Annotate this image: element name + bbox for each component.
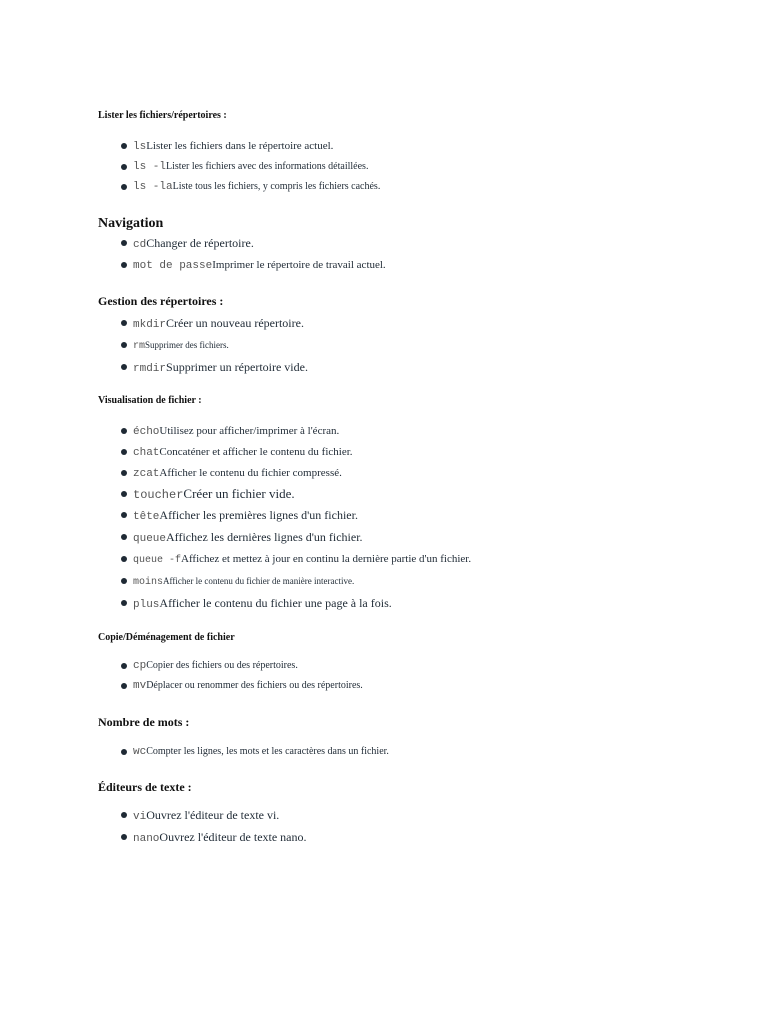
command-code: wc: [133, 746, 147, 758]
command-code: zcat: [133, 468, 160, 480]
bullet-icon: [121, 749, 127, 755]
bullet-icon: [121, 143, 127, 149]
list-item: [98, 421, 738, 442]
command-description: Créer un fichier vide.: [183, 486, 295, 501]
section-heading: Navigation: [98, 216, 164, 231]
command-code: plus: [133, 599, 160, 611]
command-code: chat: [133, 447, 160, 459]
command-code: ls -la: [133, 181, 173, 193]
command-code: mv: [133, 680, 147, 692]
bullet-icon: [121, 364, 127, 370]
command-code: vi: [133, 811, 147, 823]
list-item: [98, 656, 738, 676]
command-description: Affichez les dernières lignes d'un fichier.: [166, 530, 363, 544]
command-code: queue: [133, 533, 167, 545]
command-description: Afficher le contenu du fichier une page à la fois.: [159, 596, 392, 610]
command-code: nano: [133, 833, 160, 845]
list-item: [98, 676, 738, 696]
command-code: écho: [133, 426, 160, 438]
section-heading: Gestion des répertoires :: [98, 294, 224, 308]
list-item: [98, 805, 738, 827]
list-item: [98, 527, 738, 549]
command-description: Supprimer un répertoire vide.: [166, 360, 308, 374]
list-item: [98, 463, 738, 484]
command-list: [98, 805, 738, 849]
command-code: ls -l: [133, 161, 167, 173]
section-heading: Copie/Déménagement de fichier: [98, 632, 235, 643]
section-file-copy-move: [98, 631, 738, 696]
command-code: moins: [133, 577, 164, 588]
command-description: Lister les fichiers avec des informations détaillées.: [166, 161, 369, 172]
command-description: Ouvrez l'éditeur de texte vi.: [146, 808, 280, 822]
command-code: rmdir: [133, 363, 167, 375]
command-code: tête: [133, 511, 160, 523]
command-description: Changer de répertoire.: [146, 236, 254, 250]
bullet-icon: [121, 834, 127, 840]
command-list: [98, 421, 738, 615]
list-item: [98, 484, 738, 505]
command-code: cp: [133, 660, 147, 672]
bullet-icon: [121, 164, 127, 170]
list-item: [98, 442, 738, 463]
bullet-icon: [121, 184, 127, 190]
section-text-editors: [98, 779, 738, 849]
list-item: [98, 505, 738, 527]
list-item: [98, 593, 738, 615]
section-word-count: [98, 714, 738, 762]
command-description: Lister les fichiers dans le répertoire actuel.: [146, 140, 334, 152]
section-directory-management: [98, 293, 738, 379]
section-list-files: [98, 109, 738, 197]
bullet-icon: [121, 262, 127, 268]
list-item: [98, 255, 738, 276]
list-item: [98, 313, 738, 335]
bullet-icon: [121, 491, 127, 497]
section-heading: Nombre de mots :: [98, 715, 190, 729]
command-code: mkdir: [133, 319, 167, 331]
command-description: Afficher les premières lignes d'un fichier.: [159, 508, 358, 522]
command-description: Affichez et mettez à jour en continu la dernière partie d'un fichier.: [181, 553, 472, 565]
command-code: mot de passe: [133, 260, 213, 272]
command-description: Liste tous les fichiers, y compris les fichiers cachés.: [172, 181, 381, 192]
bullet-icon: [121, 600, 127, 606]
list-item: [98, 177, 738, 197]
command-description: Copier des fichiers ou des répertoires.: [146, 660, 298, 671]
bullet-icon: [121, 512, 127, 518]
bullet-icon: [121, 663, 127, 669]
command-code: ls: [133, 141, 147, 153]
section-file-viewing: [98, 394, 738, 615]
bullet-icon: [121, 812, 127, 818]
bullet-icon: [121, 534, 127, 540]
bullet-icon: [121, 428, 127, 434]
command-code: cd: [133, 239, 147, 251]
list-item: [98, 233, 738, 255]
command-description: Créer un nouveau répertoire.: [166, 316, 304, 330]
list-item: [98, 136, 738, 157]
bullet-icon: [121, 449, 127, 455]
command-list: [98, 136, 738, 197]
list-item: [98, 157, 738, 177]
command-description: Utilisez pour afficher/imprimer à l'écran.: [159, 425, 340, 437]
bullet-icon: [121, 578, 127, 584]
list-item: [98, 335, 738, 357]
command-description: Imprimer le répertoire de travail actuel.: [212, 259, 386, 271]
command-list: [98, 656, 738, 696]
command-code: toucher: [133, 488, 184, 502]
command-list: [98, 233, 738, 276]
list-item: [98, 827, 738, 849]
command-code: queue -f: [133, 555, 182, 566]
document-body: [98, 103, 738, 849]
command-description: Ouvrez l'éditeur de texte nano.: [159, 830, 307, 844]
command-code: rm: [133, 341, 146, 352]
section-heading: Visualisation de fichier :: [98, 395, 202, 406]
bullet-icon: [121, 470, 127, 476]
list-item: [98, 357, 738, 379]
bullet-icon: [121, 556, 127, 562]
list-item: [98, 742, 738, 762]
section-heading: Éditeurs de texte :: [98, 780, 192, 794]
command-list: [98, 313, 738, 379]
command-list: [98, 742, 738, 762]
command-description: Concaténer et afficher le contenu du fichier.: [159, 446, 353, 458]
bullet-icon: [121, 342, 127, 348]
command-description: Supprimer des fichiers.: [145, 340, 229, 350]
command-description: Afficher le contenu du fichier de manière interactive.: [163, 576, 355, 586]
bullet-icon: [121, 240, 127, 246]
command-description: Afficher le contenu du fichier compressé.: [159, 467, 342, 479]
bullet-icon: [121, 320, 127, 326]
section-heading: Lister les fichiers/répertoires :: [98, 110, 227, 121]
list-item: [98, 571, 738, 593]
section-navigation: [98, 215, 738, 276]
command-description: Déplacer ou renommer des fichiers ou des répertoires.: [146, 680, 363, 691]
bullet-icon: [121, 683, 127, 689]
command-description: Compter les lignes, les mots et les caractères dans un fichier.: [146, 746, 389, 757]
list-item: [98, 549, 738, 571]
